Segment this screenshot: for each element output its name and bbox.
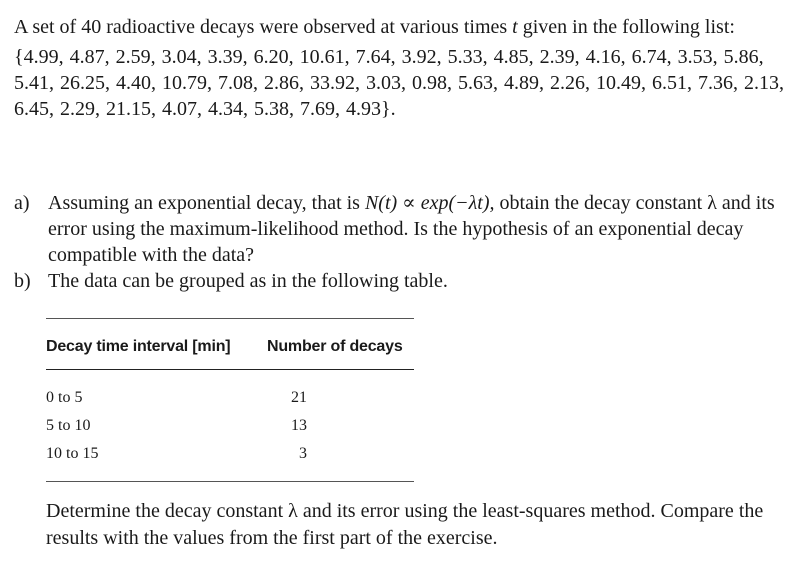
table-bottom-rule <box>46 481 414 482</box>
part-a-text <box>48 190 794 268</box>
intro-sentence <box>14 14 784 40</box>
t-symbol: t <box>512 16 518 38</box>
part-b <box>14 268 794 294</box>
table-body <box>46 370 414 471</box>
part-a-label: a) <box>14 192 30 214</box>
interval-cell: 0 to 5 <box>46 389 83 406</box>
intro-text-end: given in the following list: <box>522 16 735 38</box>
part-a <box>14 190 794 268</box>
table-header <box>46 319 414 356</box>
decay-table <box>46 318 414 482</box>
least-squares-task <box>46 498 786 552</box>
interval-cell: 5 to 10 <box>46 417 91 434</box>
count-cell: 21 <box>291 389 307 406</box>
part-a-text-start: Assuming an exponential decay, that is <box>48 192 360 214</box>
table-row <box>46 443 414 471</box>
part-b-text: The data can be grouped as in the following table. <box>48 270 448 292</box>
count-cell: 13 <box>291 417 307 434</box>
problem-intro <box>14 14 784 122</box>
header-interval: Decay time interval [min] <box>46 338 231 355</box>
decay-formula: N(t) ∝ exp(−λt), <box>364 192 495 214</box>
intro-text-start: A set of 40 radioactive decays were observed at various times <box>14 16 508 38</box>
part-b-label: b) <box>14 270 31 292</box>
table-row <box>46 387 414 415</box>
header-count: Number of decays <box>267 338 403 355</box>
table-row <box>46 415 414 443</box>
decay-times-list: {4.99, 4.87, 2.59, 3.04, 3.39, 6.20, 10.61, 7.64, 3.92, 5.33, 4.85, 2.39, 4.16, 6.74, 3.53, 5.86, 5.41, 26.25, 4.40, 10.79, 7.08, 2.86, 33.92, 3.03, 0.98, 5.63, 4.89, 2.26, 10.49, 6.51, 7.36, 2.13, 6.45, 2.29, 21.15, 4.07, 4.34, 5.38, 7.69, 4.93}. <box>14 46 784 120</box>
exercise-parts <box>14 190 794 294</box>
count-cell: 3 <box>299 445 307 462</box>
part-a-text-end: obtain the decay constant λ and its error using the maximum-likelihood method. Is the hypothesis of an exponential decay compatible with the data? <box>48 192 775 266</box>
interval-cell: 10 to 15 <box>46 445 99 462</box>
outro-text: Determine the decay constant λ and its error using the least-squares method. Compare the results with the values from the first part of the exercise. <box>46 500 764 549</box>
